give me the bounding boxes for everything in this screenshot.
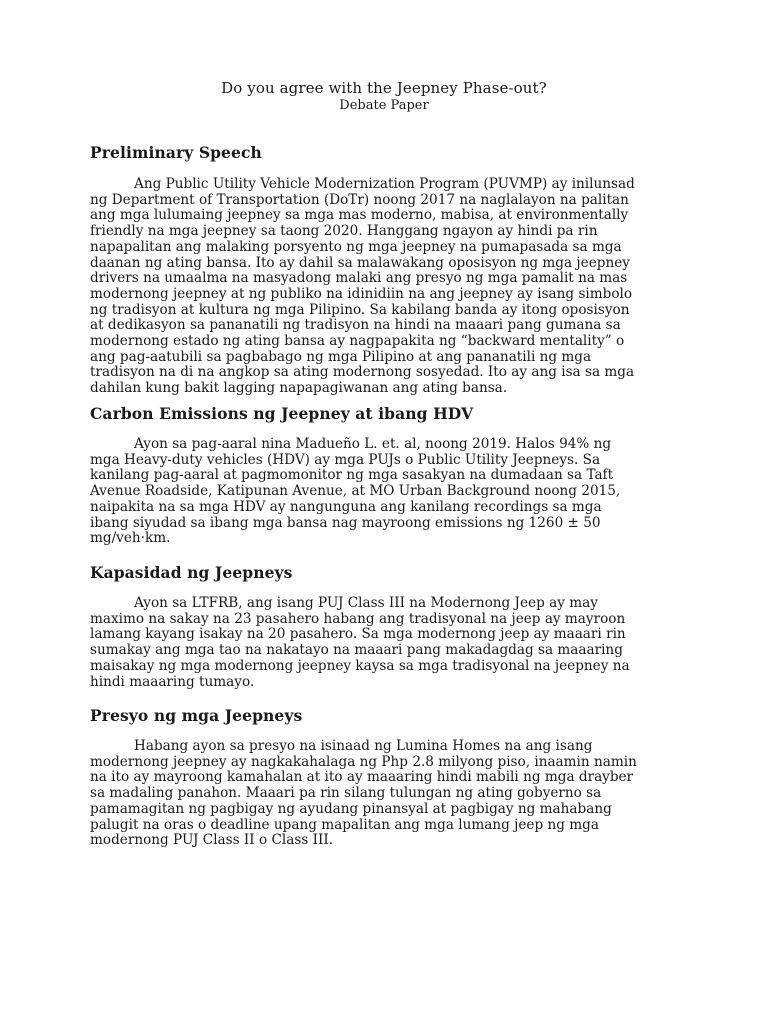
paragraph-line: kanilang pag-aaral at pagmomonitor ng mga sasakyan na dumadaan sa Taft — [90, 467, 614, 484]
paragraph-line: dahilan kung bakit lagging napapagiwanan ang ating bansa. — [90, 380, 508, 397]
paragraph-line: ng Department of Transportation (DoTr) noong 2017 na naglalayon na palitan — [90, 191, 629, 208]
paragraph-line: napapalitan ang malaking porsyento ng mga jeepney na pumapasada sa mga — [90, 238, 622, 255]
paragraph-line: tradisyon na di na angkop sa ating modernong sosyedad. Ito ay ang isa sa mga — [90, 364, 635, 381]
paragraph-line: ibang siyudad sa ibang mga bansa nag mayroong emissions ng 1260 ± 50 — [90, 514, 601, 531]
paragraph-line: Ayon sa pag-aaral nina Madueño L. et. al, noong 2019. Halos 94% ng — [134, 436, 612, 452]
paragraph-line: maximo na sakay na 23 pasahero habang ang tradisyonal na jeep ay mayroon — [90, 610, 626, 627]
paragraph-line: at dedikasyon sa pananatili ng tradisyon na hindi na maaari pang gumana sa — [90, 317, 621, 334]
paragraph-line: daanan ng ating bansa. Ito ay dahil sa malawakang oposisyon ng mga jeepney — [90, 254, 630, 271]
paragraph-line: hindi maaaring tumayo. — [90, 673, 255, 690]
paragraph-line: naipakita na sa mga HDV ay nangunguna ang kanilang recordings sa mga — [90, 498, 602, 515]
paragraph-line: maisakay ng mga modernong jeepney kaysa sa mga tradisyonal na jeepney na — [90, 657, 630, 674]
document-subtitle: Debate Paper — [339, 98, 429, 113]
paragraph-line: Avenue Roadside, Katipunan Avenue, at MO Urban Background noong 2015, — [90, 483, 621, 500]
section-heading-kapasidad: Kapasidad ng Jeepneys — [90, 563, 293, 582]
paragraph-line: ng tradisyon at kultura ng mga Pilipino. Sa kabilang banda ay itong oposisyon — [90, 301, 630, 318]
paragraph-line: modernong jeepney ay nagkakahalaga ng Php 2.8 milyong piso, inaamin namin — [90, 753, 637, 770]
paragraph-line: modernong PUJ Class II o Class III. — [90, 832, 334, 849]
paragraph-line: Ayon sa LTFRB, ang isang PUJ Class III na Modernong Jeep ay may — [134, 595, 598, 611]
document-title: Do you agree with the Jeepney Phase-out? — [221, 79, 547, 97]
section-body-preliminary-speech — [90, 177, 690, 397]
paragraph-line: pamamagitan ng pagbigay ng ayudang pinansyal at pagbigay ng mahabang — [90, 800, 612, 817]
paragraph-line: modernong jeepney at ng publiko na idinidiin na ang jeepney ay isang simbolo — [90, 285, 633, 302]
paragraph-line: ang pag-aatubili sa pagbabago ng mga Pilipino at ang pananatili ng mga — [90, 348, 592, 365]
paragraph-line: lamang kayang isakay na 20 pasahero. Sa mga modernong jeep ay maaari rin — [90, 626, 626, 643]
section-heading-preliminary-speech: Preliminary Speech — [90, 143, 262, 162]
paragraph-line: sumakay ang mga tao na nakatayo na maaari pang makadagdag sa maaaring — [90, 642, 623, 659]
paragraph-line: Habang ayon sa presyo na isinaad ng Lumina Homes na ang isang — [134, 738, 593, 754]
section-heading-carbon-emissions: Carbon Emissions ng Jeepney at ibang HDV — [90, 404, 474, 423]
paragraph-line: palugit na oras o deadline upang mapalitan ang mga lumang jeep ng mga — [90, 816, 599, 833]
paragraph-line: Ang Public Utility Vehicle Modernization Program (PUVMP) ay inilunsad — [134, 176, 635, 192]
paragraph-line: na ito ay mayroong kamahalan at ito ay maaaring hindi mabili ng mga drayber — [90, 769, 634, 786]
paragraph-line: sa madaling panahon. Maaari pa rin silang tulungan ng ating gobyerno sa — [90, 785, 602, 802]
section-body-carbon-emissions — [90, 437, 690, 547]
section-body-presyo — [90, 739, 690, 849]
paragraph-line: mg/veh·km. — [90, 530, 171, 547]
paragraph-line: modernong estado ng ating bansa ay nagpapakita ng “backward mentality” o — [90, 333, 625, 350]
paragraph-line: friendly na mga jeepney sa taong 2020. Hanggang ngayon ay hindi pa rin — [90, 223, 598, 240]
section-body-kapasidad — [90, 596, 690, 690]
paragraph-line: drivers na umaalma na masyadong malaki ang presyo ng mga pamalit na mas — [90, 270, 628, 287]
section-heading-presyo: Presyo ng mga Jeepneys — [90, 706, 303, 725]
paragraph-line: mga Heavy-duty vehicles (HDV) ay mga PUJs o Public Utility Jeepneys. Sa — [90, 451, 601, 468]
paragraph-line: ang mga lulumaing jeepney sa mga mas moderno, mabisa, at environmentally — [90, 207, 629, 224]
